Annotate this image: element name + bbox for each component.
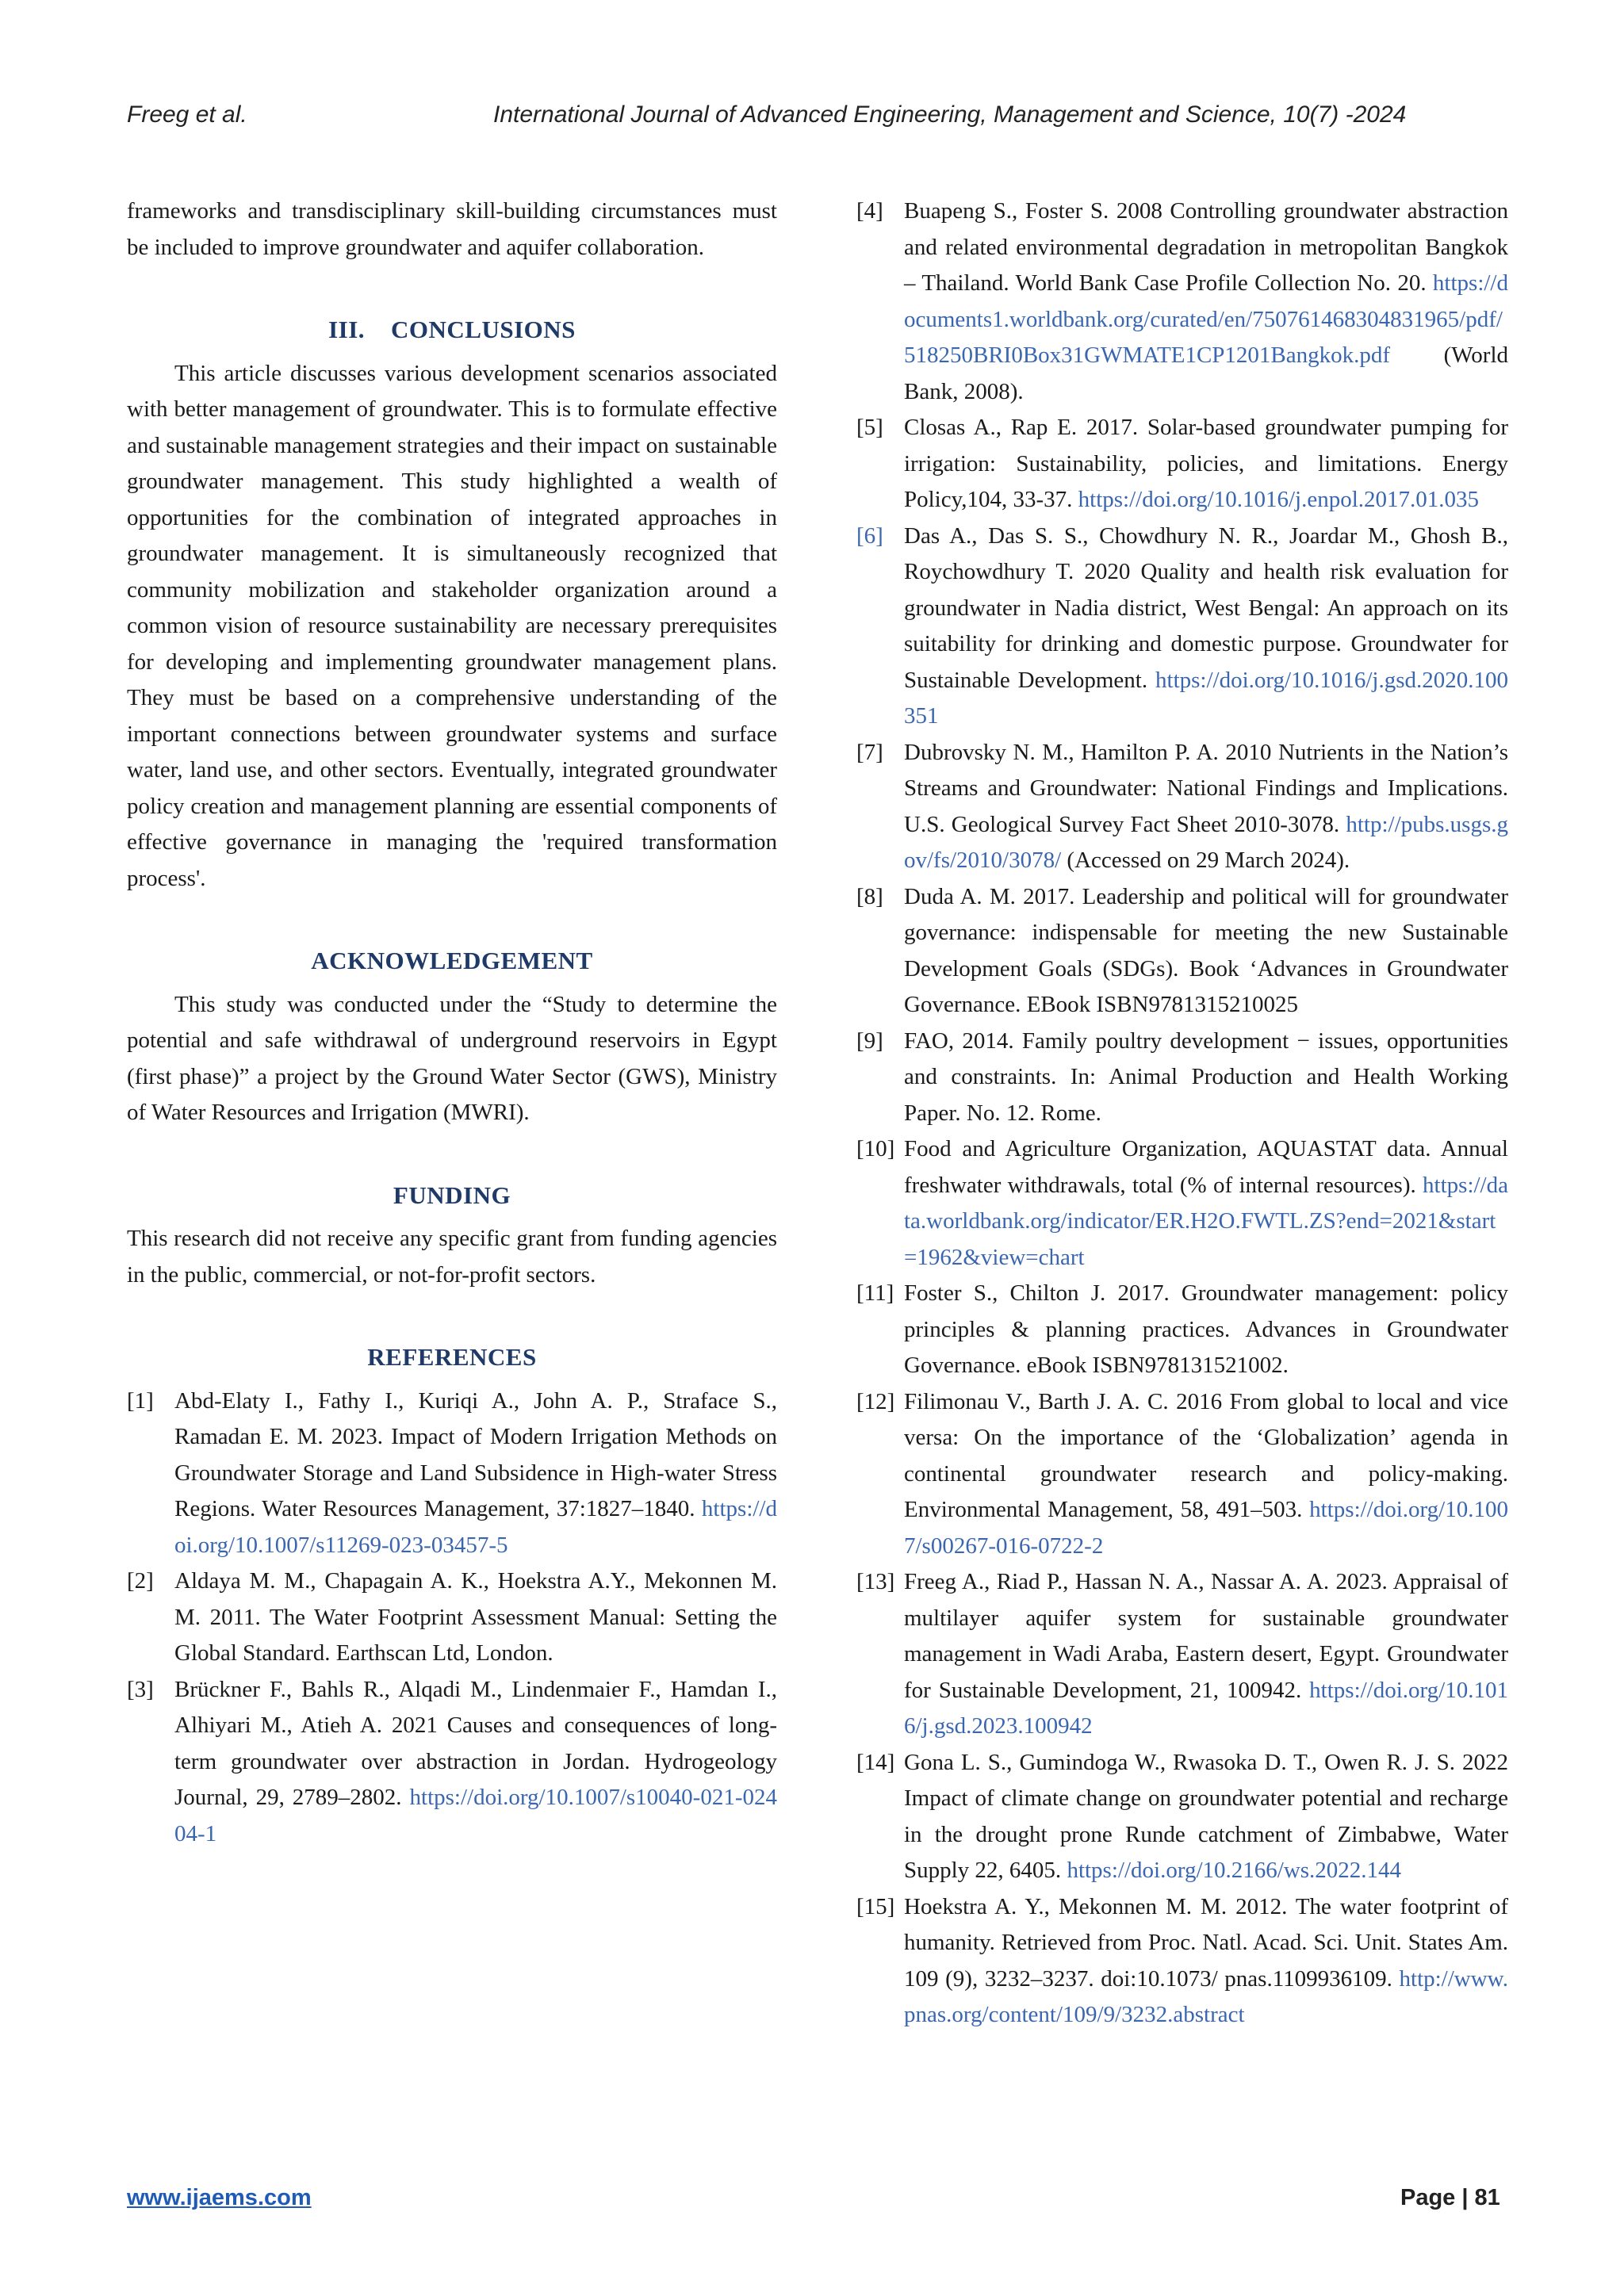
reference-link[interactable]: http://www.pnas.org/content/109/9/3232.abstract xyxy=(904,1965,1508,2027)
reference-citation: Dubrovsky N. M., Hamilton P. A. 2010 Nutrients in the Nation’s Streams and Groundwater: National Findings and Implications. U.S. Geological Survey Fact Sheet 2010-3078. xyxy=(904,739,1508,837)
funding-heading: FUNDING xyxy=(393,1181,511,1209)
reference-item xyxy=(856,1889,1508,2034)
reference-number: [9] xyxy=(856,1027,883,1054)
reference-link[interactable]: http://pubs.usgs.gov/fs/2010/3078/ xyxy=(904,811,1508,873)
reference-text xyxy=(904,1384,1508,1565)
reference-link[interactable]: https://doi.org/10.1007/s00267-016-0722-2 xyxy=(904,1497,1508,1559)
reference-text xyxy=(904,519,1508,735)
reference-citation: Filimonau V., Barth J. A. C. 2016 From global to local and vice versa: On the importance of the ‘Globalization’ agenda in continental groundwater research and policy-making. Environmental Management, 58, 491–503. xyxy=(904,1388,1508,1522)
reference-link[interactable]: https://documents1.worldbank.org/curated/en/750761468304831965/pdf/518250BRI0Box31GWMATE1CP1201Bangkok.pdf xyxy=(904,270,1508,368)
reference-text xyxy=(174,1563,777,1672)
reference-number: [5] xyxy=(856,415,883,440)
reference-citation: Gona L. S., Gumindoga W., Rwasoka D. T., Owen R. J. S. 2022 Impact of climate change on groundwater potential and recharge in the drought prone Runde catchment of Zimbabwe, Water Supply 22, 6405. xyxy=(904,1749,1508,1883)
references-heading: REFERENCES xyxy=(367,1343,537,1371)
reference-number: [2] xyxy=(127,1568,154,1594)
reference-citation: Duda A. M. 2017. Leadership and political will for groundwater governance: indispensable for meeting the new Sustainable Development Goals (SDGs). Book ‘Advances in Groundwater Governance. EBook ISBN9781315210025 xyxy=(904,883,1508,1017)
reference-item xyxy=(856,1276,1508,1384)
reference-number: [7] xyxy=(856,739,883,765)
reference-citation: Freeg A., Riad P., Hassan N. A., Nassar A. A. 2023. Appraisal of multilayer aquifer system for sustainable groundwater management in Wadi Araba, Eastern desert, Egypt. Groundwater for Sustainable Development, 21, 100942. xyxy=(904,1569,1508,1703)
reference-citation: Abd-Elaty I., Fathy I., Kuriqi A., John A. P., Straface S., Ramadan E. M. 2023. Impact of Modern Irrigation Methods on Groundwater Storage and Land Subsidence in High-water Stress Regions. Water Resources Management, 37:1827–1840. xyxy=(174,1387,777,1521)
conclusions-paragraph: This article discusses various development scenarios associated with better management of groundwater. This is to formulate effective and sustainable management strategies and their impact on sustainable groundwater management. This study highlighted a wealth of opportunities for the combination of integrated approaches in groundwater management. It is simultaneously recognized that community mobilization and stakeholder organization around a common vision of resource sustainability are necessary prerequisites for developing and implementing groundwater management plans. They must be based on a comprehensive understanding of the important connections between groundwater systems and surface water, land use, and other sectors. Eventually, integrated groundwater policy creation and management planning are essential components of effective governance in managing the 'required transformation process'. xyxy=(127,360,777,891)
reference-item xyxy=(127,1672,777,1853)
reference-note: (Accessed on 29 March 2024). xyxy=(1061,848,1350,873)
running-header-authors: Freeg et al. xyxy=(127,101,247,128)
reference-citation: Das A., Das S. S., Chowdhury N. R., Joardar M., Ghosh B., Roychowdhury T. 2020 Quality and health risk evaluation for groundwater in Nadia district, West Bengal: An approach on its suitability for drinking and domestic purpose. Groundwater for Sustainable Development. xyxy=(904,522,1508,693)
reference-number: [6] xyxy=(856,522,883,549)
reference-item xyxy=(127,1383,777,1564)
reference-item xyxy=(127,1563,777,1672)
reference-citation: Buapeng S., Foster S. 2008 Controlling groundwater abstraction and related environmental degradation in metropolitan Bangkok – Thailand. World Bank Case Profile Collection No. 20. xyxy=(904,198,1508,296)
reference-text xyxy=(904,410,1508,519)
reference-item xyxy=(856,1384,1508,1565)
reference-note: (World Bank, 2008). xyxy=(904,342,1508,404)
reference-item xyxy=(856,519,1508,735)
reference-text xyxy=(904,1564,1508,1745)
reference-link[interactable]: https://doi.org/10.1007/s11269-023-03457-5 xyxy=(174,1496,777,1558)
reference-item xyxy=(856,193,1508,410)
reference-number: [14] xyxy=(856,1749,895,1775)
reference-item xyxy=(856,410,1508,519)
reference-citation: Closas A., Rap E. 2017. Solar-based groundwater pumping for irrigation: Sustainability, policies, and limitations. Energy Policy,104, 33-37. xyxy=(904,415,1508,512)
reference-item xyxy=(856,1131,1508,1276)
reference-citation: Aldaya M. M., Chapagain A. K., Hoekstra A.Y., Mekonnen M. M. 2011. The Water Footprint Assessment Manual: Setting the Global Standard. Earthscan Ltd, London. xyxy=(174,1568,777,1666)
acknowledgement-paragraph: This study was conducted under the “Study to determine the potential and safe withdrawal of underground reservoirs in Egypt (first phase)” a project by the Ground Water Sector (GWS), Ministry of Water Resources and Irrigation (MWRI). xyxy=(127,991,777,1125)
reference-citation: Food and Agriculture Organization, AQUASTAT data. Annual freshwater withdrawals, total (% of internal resources). xyxy=(904,1136,1508,1198)
page-number: Page | 81 xyxy=(1400,2185,1500,2210)
journal-website-link[interactable]: www.ijaems.com xyxy=(127,2185,312,2210)
reference-number: [12] xyxy=(856,1388,895,1414)
reference-link[interactable]: https://doi.org/10.1007/s10040-021-02404-1 xyxy=(174,1785,777,1846)
reference-citation: FAO, 2014. Family poultry development − issues, opportunities and constraints. In: Animal Production and Health Working Paper. No. 12. Rome. xyxy=(904,1027,1508,1126)
acknowledgement-heading: ACKNOWLEDGEMENT xyxy=(311,947,593,974)
reference-text xyxy=(904,1889,1508,2034)
reference-citation: Hoekstra A. Y., Mekonnen M. M. 2012. The water footprint of humanity. Retrieved from Proc. Natl. Acad. Sci. Unit. States Am. 109 (9), 3232–3237. doi:10.1073/ pnas.1109936109. xyxy=(904,1893,1508,1992)
reference-number: [1] xyxy=(127,1387,154,1414)
reference-link[interactable]: https://doi.org/10.1016/j.enpol.2017.01.035 xyxy=(1078,487,1480,512)
reference-text xyxy=(174,1672,777,1853)
reference-item xyxy=(856,1745,1508,1889)
reference-text xyxy=(904,1276,1508,1384)
reference-text xyxy=(904,735,1508,879)
reference-number: [10] xyxy=(856,1136,895,1161)
reference-citation: Brückner F., Bahls R., Alqadi M., Lindenmaier F., Hamdan I., Alhiyari M., Atieh A. 2021 Causes and consequences of long-term groundwater over abstraction in Jordan. Hydrogeology Journal, 29, 2789–2802. xyxy=(174,1676,777,1810)
reference-item xyxy=(856,879,1508,1024)
reference-item xyxy=(856,1024,1508,1132)
reference-number: [8] xyxy=(856,883,883,909)
reference-number: [13] xyxy=(856,1569,895,1594)
reference-text xyxy=(904,1024,1508,1132)
reference-link[interactable]: https://doi.org/10.2166/ws.2022.144 xyxy=(1067,1858,1402,1883)
right-column xyxy=(856,193,1508,2034)
reference-item xyxy=(856,735,1508,879)
reference-number: [4] xyxy=(856,198,883,224)
reference-link[interactable]: https://data.worldbank.org/indicator/ER.H2O.FWTL.ZS?end=2021&start=1962&view=chart xyxy=(904,1172,1508,1270)
reference-item xyxy=(856,1564,1508,1745)
reference-list-left xyxy=(127,1383,777,1853)
intro-paragraph: frameworks and transdisciplinary skill-building circumstances must be included to improve groundwater and aquifer collaboration. xyxy=(127,198,777,260)
reference-citation: Foster S., Chilton J. 2017. Groundwater management: policy principles & planning practices. Advances in Groundwater Governance. eBook ISBN978131521002. xyxy=(904,1280,1508,1378)
reference-text xyxy=(904,879,1508,1024)
running-header-journal: International Journal of Advanced Engineering, Management and Science, 10(7) -2024 xyxy=(493,101,1407,128)
reference-link[interactable]: https://doi.org/10.1016/j.gsd.2020.100351 xyxy=(904,667,1508,729)
reference-number: [11] xyxy=(856,1280,894,1306)
reference-text xyxy=(904,193,1508,410)
funding-paragraph: This research did not receive any specific grant from funding agencies in the public, commercial, or not-for-profit sectors. xyxy=(127,1226,777,1288)
reference-number: [3] xyxy=(127,1676,154,1702)
reference-text xyxy=(904,1745,1508,1889)
conclusions-heading: III. CONCLUSIONS xyxy=(328,316,576,343)
left-column xyxy=(127,193,777,1852)
reference-list-right xyxy=(856,193,1508,2034)
reference-text xyxy=(174,1383,777,1564)
reference-number: [15] xyxy=(856,1893,895,1919)
reference-text xyxy=(904,1131,1508,1276)
reference-link[interactable]: https://doi.org/10.1016/j.gsd.2023.100942 xyxy=(904,1677,1508,1739)
